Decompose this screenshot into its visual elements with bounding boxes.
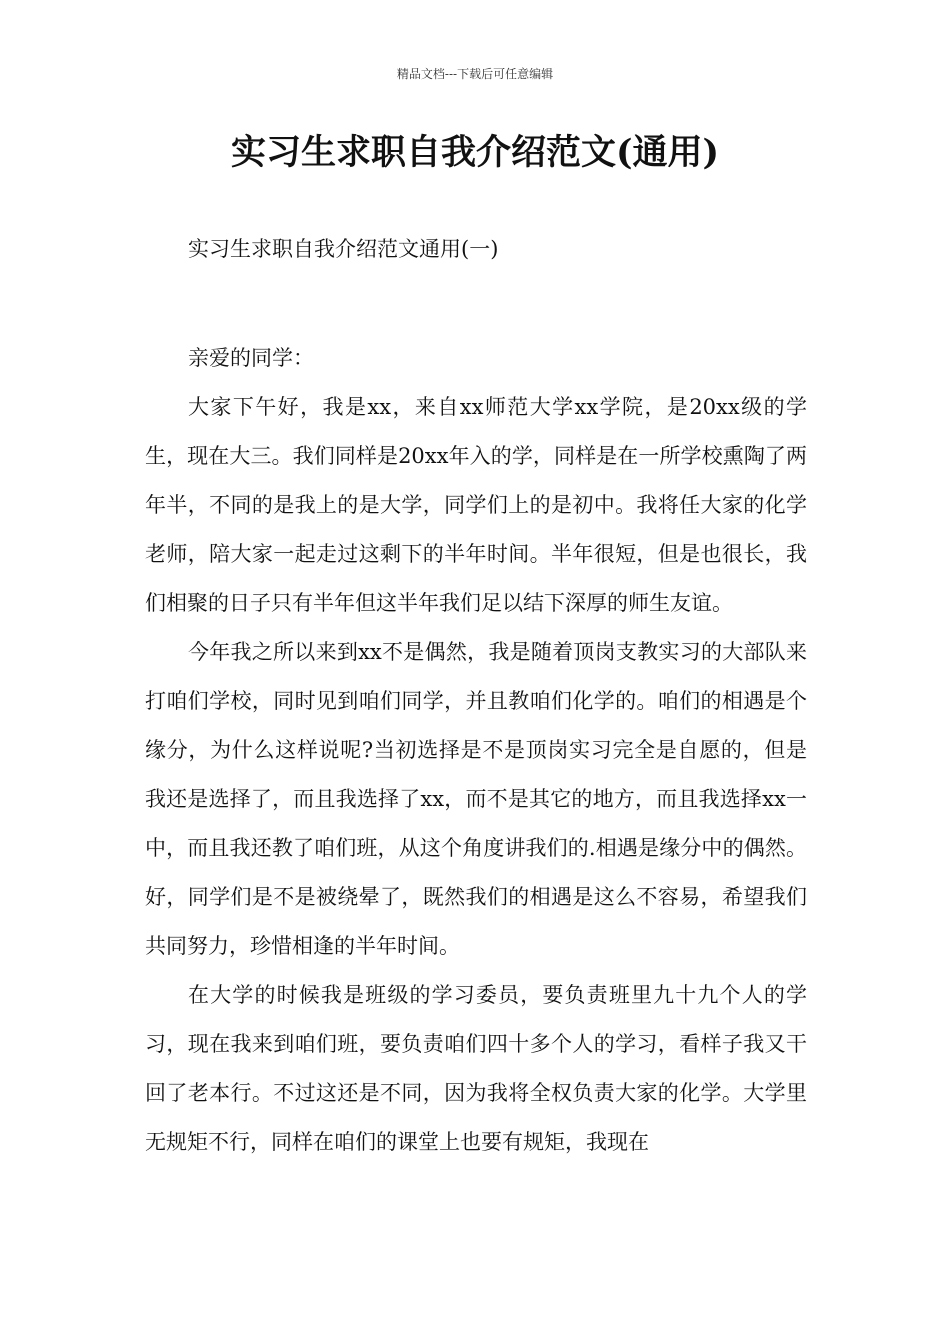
paragraph-3: 在大学的时候我是班级的学习委员，要负责班里九十九个人的学习，现在我来到咱们班，要负责咱们四十多个人的学习，看样子我又干回了老本行。不过这还是不同，因为我将全权负责大家的化学。大学里无规矩不行，同样在咱们的课堂上也要有规矩，我现在: [145, 983, 807, 1154]
paragraph-2: 今年我之所以来到xx不是偶然，我是随着顶岗支教实习的大部队来打咱们学校，同时见到咱们同学，并且教咱们化学的。咱们的相遇是个缘分，为什么这样说呢?当初选择是不是顶岗实习完全是自愿的，但是我还是选择了，而且我选择了xx，而不是其它的地方，而且我选择xx一中，而且我还教了咱们班，从这个角度讲我们的.相遇是缘分中的偶然。好，同学们是不是被绕晕了，既然我们的相遇是这么不容易，希望我们共同努力，珍惜相逢的半年时间。: [145, 640, 807, 958]
salutation: 亲爱的同学：: [188, 346, 314, 370]
header-note: 精品文档---下载后可任意编辑: [396, 67, 554, 81]
paragraph-1: 大家下午好，我是xx，来自xx师范大学xx学院，是20xx级的学生，现在大三。我们同样是20xx年入的学，同样是在一所学校熏陶了两年半，不同的是我上的是大学，同学们上的是初中。我将任大家的化学老师，陪大家一起走过这剩下的半年时间。半年很短，但是也很长，我们相聚的日子只有半年但这半年我们足以结下深厚的师生友谊。: [145, 395, 807, 615]
document-body: [145, 334, 807, 1167]
section-subtitle: 实习生求职自我介绍范文通用(一): [188, 237, 499, 261]
document-title: 实习生求职自我介绍范文(通用): [230, 132, 720, 173]
